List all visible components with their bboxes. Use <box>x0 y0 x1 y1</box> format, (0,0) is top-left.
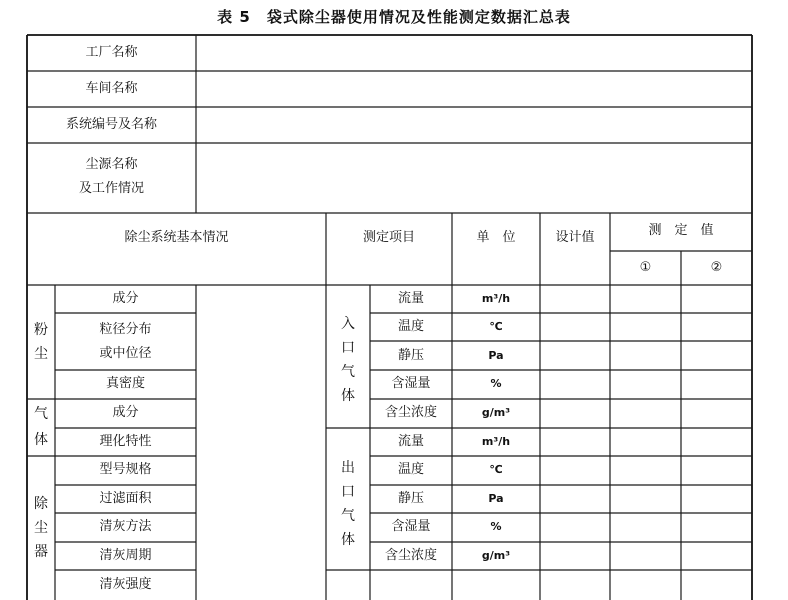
inlet-label-2: 口 <box>341 340 355 356</box>
measure-item-header: 测定项目 <box>362 230 415 245</box>
outlet-label-1: 出 <box>341 460 355 476</box>
inlet-concentration-unit: g/m³ <box>481 406 511 419</box>
design-value-header: 设计值 <box>555 230 595 245</box>
model-spec-label: 型号规格 <box>99 462 152 477</box>
outlet-concentration-unit: g/m³ <box>481 549 511 562</box>
outlet-static-pressure-label: 静压 <box>397 491 424 506</box>
particle-size-label-1: 粒径分布 <box>99 322 152 337</box>
outlet-label-3: 气 <box>341 508 355 524</box>
measured-value-1-header: ① <box>639 260 652 275</box>
dust-source-label-line2: 及工作情况 <box>78 181 144 196</box>
unit-header: 单 位 <box>476 230 516 245</box>
inlet-label-3: 气 <box>341 364 355 380</box>
dust-group-label-2: 尘 <box>34 346 48 362</box>
inlet-temperature-unit: ℃ <box>489 320 503 333</box>
inlet-flow-unit: m³/h <box>481 292 511 305</box>
outlet-temperature-unit: ℃ <box>489 463 503 476</box>
inlet-static-pressure-label: 静压 <box>397 348 424 363</box>
gas-group-label-2: 体 <box>34 432 48 448</box>
cleaning-strength-label: 清灰强度 <box>99 577 152 592</box>
outlet-humidity-label: 含湿量 <box>391 519 431 534</box>
basic-info-header: 除尘系统基本情况 <box>124 230 229 245</box>
measured-value-header: 测 定 值 <box>648 223 714 238</box>
particle-size-label-2: 或中位径 <box>99 346 152 361</box>
inlet-humidity-unit: % <box>490 377 502 390</box>
inlet-temperature-label: 温度 <box>397 319 424 334</box>
dust-composition-label: 成分 <box>112 291 139 306</box>
system-name-label: 系统编号及名称 <box>65 117 157 132</box>
factory-name-label: 工厂名称 <box>85 45 138 60</box>
gas-composition-label: 成分 <box>112 405 139 420</box>
collector-group-label-1: 除 <box>34 496 48 512</box>
true-density-label: 真密度 <box>105 376 145 391</box>
collector-group-label-3: 器 <box>34 544 48 560</box>
outlet-flow-unit: m³/h <box>481 435 511 448</box>
collector-group-label-2: 尘 <box>34 520 48 536</box>
filter-area-label: 过滤面积 <box>99 491 152 506</box>
cleaning-method-label: 清灰方法 <box>99 519 152 534</box>
outlet-humidity-unit: % <box>490 520 502 533</box>
cleaning-cycle-label: 清灰周期 <box>99 548 152 563</box>
measured-value-2-header: ② <box>710 260 723 275</box>
dust-group-label-1: 粉 <box>34 322 48 338</box>
gas-group-label-1: 气 <box>34 406 48 422</box>
inlet-label-4: 体 <box>341 388 355 404</box>
inlet-flow-label: 流量 <box>397 291 424 306</box>
inlet-label-1: 入 <box>341 316 355 332</box>
outlet-dust-concentration-label: 含尘浓度 <box>384 548 437 563</box>
inlet-dust-concentration-label: 含尘浓度 <box>384 405 437 420</box>
workshop-name-label: 车间名称 <box>85 81 138 96</box>
outlet-label-4: 体 <box>341 532 355 548</box>
inlet-pressure-unit: Pa <box>488 349 504 362</box>
table-title: 表 5 袋式除尘器使用情况及性能测定数据汇总表 <box>217 8 571 26</box>
outlet-label-2: 口 <box>341 484 355 500</box>
outlet-pressure-unit: Pa <box>488 492 504 505</box>
dust-source-label-line1: 尘源名称 <box>85 157 138 172</box>
inlet-humidity-label: 含湿量 <box>391 376 431 391</box>
outlet-flow-label: 流量 <box>397 434 424 449</box>
outlet-temperature-label: 温度 <box>397 462 424 477</box>
gas-properties-label: 理化特性 <box>99 434 152 449</box>
